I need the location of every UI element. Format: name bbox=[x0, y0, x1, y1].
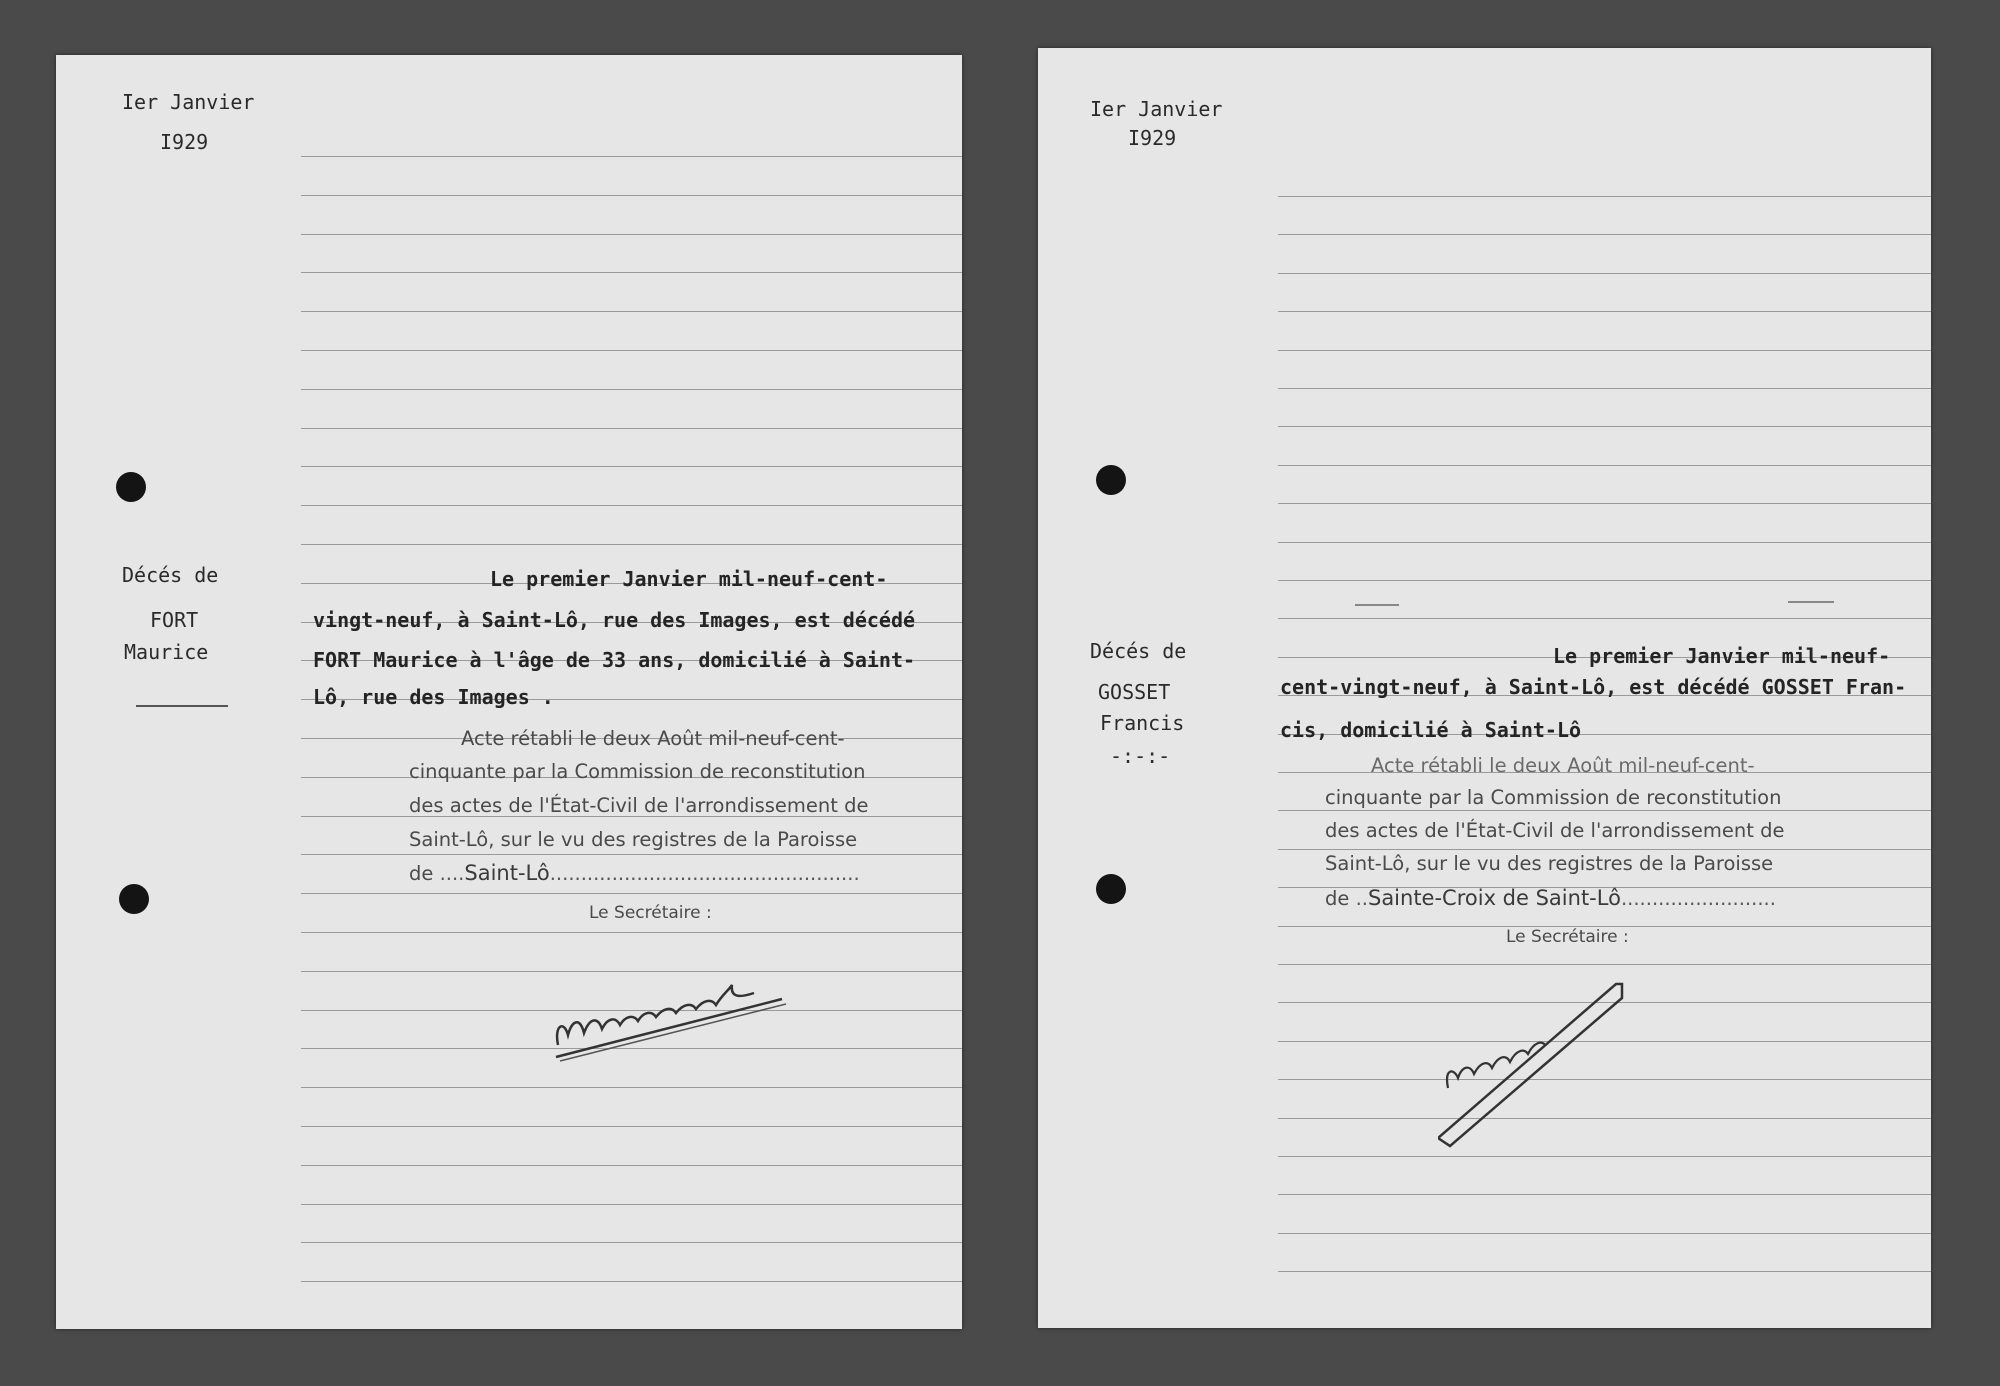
parish-name: Sainte-Croix de Saint-Lô bbox=[1367, 886, 1621, 910]
year-line: I929 bbox=[160, 130, 209, 154]
year-line: I929 bbox=[1128, 126, 1177, 150]
ruled-line bbox=[1278, 426, 1931, 427]
ruled-line bbox=[1278, 465, 1931, 466]
ruled-line bbox=[1278, 1233, 1931, 1234]
stamp-line-2: cinquante par la Commission de reconstitution bbox=[1325, 786, 1782, 809]
ruled-line bbox=[1278, 849, 1931, 850]
secretary-signature bbox=[546, 925, 866, 1085]
ruled-line bbox=[1278, 810, 1931, 811]
ruled-line bbox=[301, 350, 962, 351]
ruled-line bbox=[301, 854, 962, 855]
margin-surname: FORT bbox=[150, 608, 199, 632]
margin-title: Décés de bbox=[1090, 639, 1187, 663]
parish-line bbox=[1325, 886, 1776, 910]
ruled-line bbox=[301, 1281, 962, 1282]
faint-mark bbox=[1788, 601, 1834, 603]
typed-line-3: cis, domicilié à Saint-Lô bbox=[1280, 718, 1582, 742]
parish-prefix: de bbox=[1325, 887, 1350, 910]
margin-firstname: Maurice bbox=[124, 640, 209, 664]
secretary-signature bbox=[1438, 918, 1738, 1158]
ruled-line bbox=[301, 311, 962, 312]
ruled-line bbox=[301, 1204, 962, 1205]
parish-prefix: de bbox=[409, 862, 434, 885]
typed-line-2: vingt-neuf, à Saint-Lô, rue des Images, est décédé bbox=[313, 608, 916, 632]
ruled-line bbox=[301, 272, 962, 273]
punch-hole-bottom bbox=[119, 884, 149, 914]
ruled-line bbox=[301, 1126, 962, 1127]
parish-name: Saint-Lô bbox=[464, 861, 550, 885]
stamp-line-2: cinquante par la Commission de reconstitution bbox=[409, 760, 866, 783]
ruled-line bbox=[301, 505, 962, 506]
ruled-line bbox=[1278, 234, 1931, 235]
typed-line-4: Lô, rue des Images . bbox=[313, 685, 554, 709]
left-register-page bbox=[56, 55, 962, 1329]
stamp-line-1: Acte rétabli le deux Août mil-neuf-cent- bbox=[1371, 754, 1755, 777]
ruled-line bbox=[1278, 350, 1931, 351]
ruled-line bbox=[1278, 388, 1931, 389]
ruled-line bbox=[1278, 273, 1931, 274]
parish-line bbox=[409, 861, 860, 885]
stamp-line-1: Acte rétabli le deux Août mil-neuf-cent- bbox=[461, 727, 845, 750]
ruled-line bbox=[301, 156, 962, 157]
dot-leader: ......................... bbox=[1620, 887, 1776, 910]
dot-leader: .................................................. bbox=[549, 862, 860, 885]
secretary-label: Le Secrétaire : bbox=[1506, 927, 1629, 947]
secretary-label: Le Secrétaire : bbox=[589, 903, 712, 923]
ruled-line bbox=[1278, 503, 1931, 504]
typed-line-3: FORT Maurice à l'âge de 33 ans, domicilié à Saint- bbox=[313, 648, 916, 672]
ruled-line bbox=[301, 466, 962, 467]
dot-leader: .. bbox=[1355, 887, 1368, 910]
punch-hole-top bbox=[116, 472, 146, 502]
ruled-line bbox=[301, 1087, 962, 1088]
right-register-page bbox=[1038, 48, 1931, 1328]
ruled-line bbox=[301, 428, 962, 429]
margin-underline bbox=[136, 705, 228, 707]
margin-separator: -:-:- bbox=[1110, 744, 1171, 768]
date-line: Ier Janvier bbox=[1090, 97, 1223, 121]
margin-firstname: Francis bbox=[1100, 711, 1185, 735]
ruled-line bbox=[301, 234, 962, 235]
ruled-line bbox=[1278, 618, 1931, 619]
stamp-line-3: des actes de l'État-Civil de l'arrondissement de bbox=[1325, 819, 1785, 842]
ruled-line bbox=[301, 1242, 962, 1243]
punch-hole-bottom bbox=[1096, 874, 1126, 904]
ruled-line bbox=[1278, 196, 1931, 197]
stamp-line-3: des actes de l'État-Civil de l'arrondissement de bbox=[409, 794, 869, 817]
ruled-line bbox=[1278, 542, 1931, 543]
ruled-line bbox=[1278, 1194, 1931, 1195]
dot-leader: .... bbox=[439, 862, 465, 885]
stamp-line-4: Saint-Lô, sur le vu des registres de la Paroisse bbox=[409, 828, 858, 851]
stamp-line-4: Saint-Lô, sur le vu des registres de la Paroisse bbox=[1325, 852, 1774, 875]
ruled-line bbox=[1278, 580, 1931, 581]
ruled-line bbox=[301, 893, 962, 894]
ruled-line bbox=[301, 544, 962, 545]
ruled-line bbox=[1278, 1271, 1931, 1272]
typed-line-1: Le premier Janvier mil-neuf- bbox=[1553, 644, 1891, 668]
margin-surname: GOSSET bbox=[1098, 680, 1171, 704]
faint-mark bbox=[1355, 604, 1399, 606]
ruled-line bbox=[301, 1165, 962, 1166]
typed-line-1: Le premier Janvier mil-neuf-cent- bbox=[490, 567, 888, 591]
margin-title: Décés de bbox=[122, 563, 219, 587]
punch-hole-top bbox=[1096, 465, 1126, 495]
ruled-line bbox=[1278, 311, 1931, 312]
date-line: Ier Janvier bbox=[122, 90, 255, 114]
ruled-line bbox=[301, 389, 962, 390]
typed-line-2: cent-vingt-neuf, à Saint-Lô, est décédé GOSSET Fran- bbox=[1280, 675, 1907, 699]
ruled-line bbox=[301, 195, 962, 196]
